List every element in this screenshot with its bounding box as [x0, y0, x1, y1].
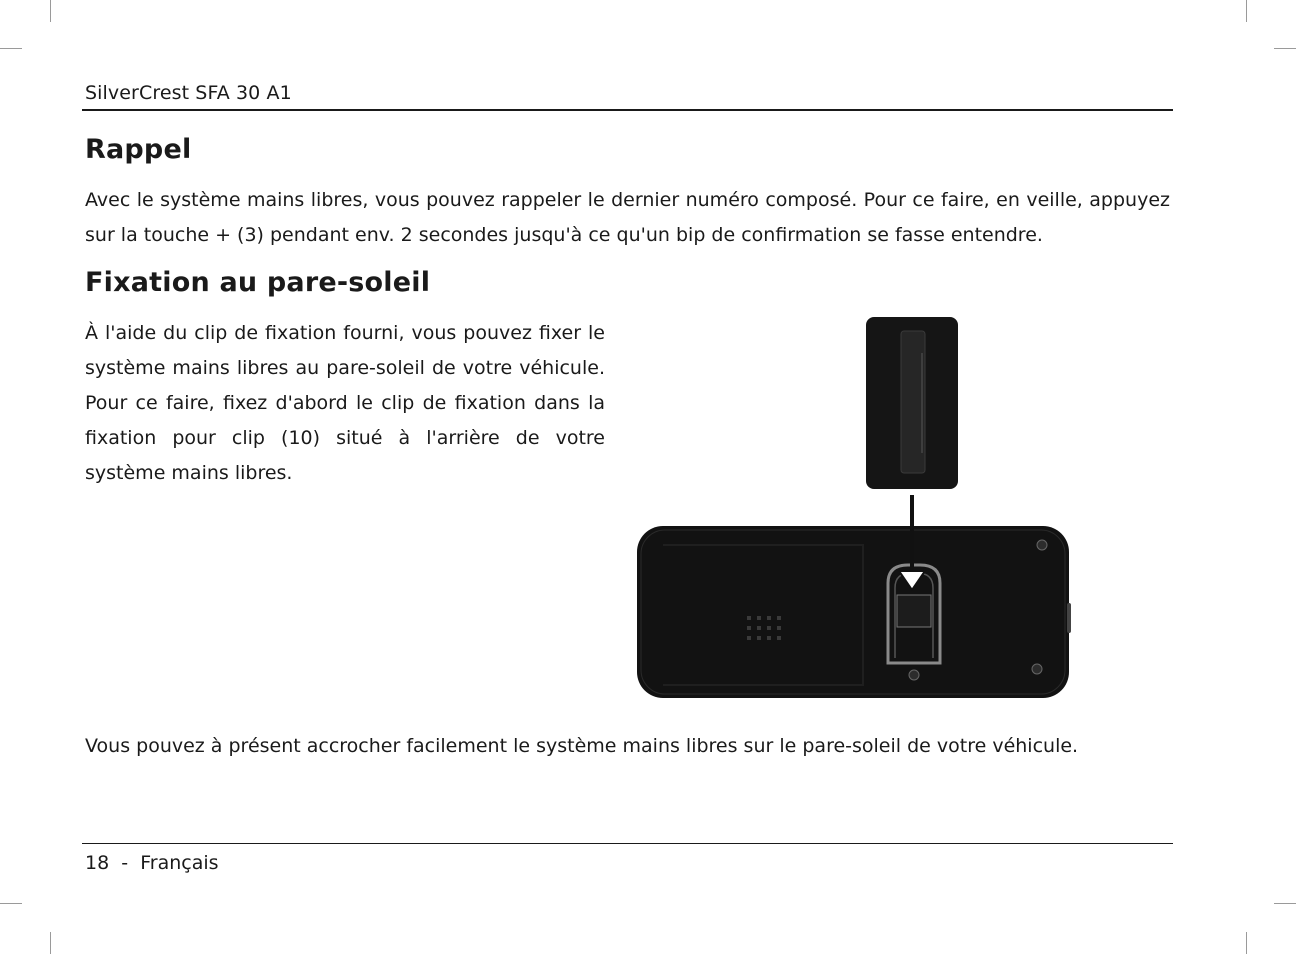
footer-separator: - [121, 852, 129, 874]
page-header: SilverCrest SFA 30 A1 [85, 82, 292, 104]
page-number: 18 [85, 852, 110, 874]
crop-mark [0, 903, 22, 904]
clip-attach-illustration [633, 313, 1073, 703]
crop-mark [1274, 903, 1296, 904]
crop-mark [50, 0, 51, 22]
page-footer [85, 852, 219, 874]
crop-mark [1246, 932, 1247, 954]
crop-mark [1246, 0, 1247, 22]
crop-mark [1274, 48, 1296, 49]
section-heading-fixation: Fixation au pare-soleil [85, 267, 431, 298]
footer-language: Français [140, 852, 219, 874]
paragraph-fixation: À l'aide du clip de fixation fourni, vous pouvez fixer le système mains libres au pare-soleil de votre véhicule. Pour ce faire, fixez d'abord le clip de fixation dans la fixation pour clip (10) situé à l'arrière de votre système mains libres. [85, 322, 605, 484]
crop-mark [50, 932, 51, 954]
paragraph-rappel: Avec le système mains libres, vous pouvez rappeler le dernier numéro composé. Pour ce faire, en veille, appuyez sur la touche + (3) pendant env. 2 secondes jusqu'à ce qu'un bip de confirmation se fasse entendre. [85, 189, 1170, 246]
crop-mark [0, 48, 22, 49]
paragraph-closing: Vous pouvez à présent accrocher facilement le système mains libres sur le pare-soleil de votre véhicule. [85, 735, 1079, 757]
section-heading-rappel: Rappel [85, 134, 192, 165]
header-rule [82, 109, 1173, 111]
footer-rule [82, 843, 1173, 844]
